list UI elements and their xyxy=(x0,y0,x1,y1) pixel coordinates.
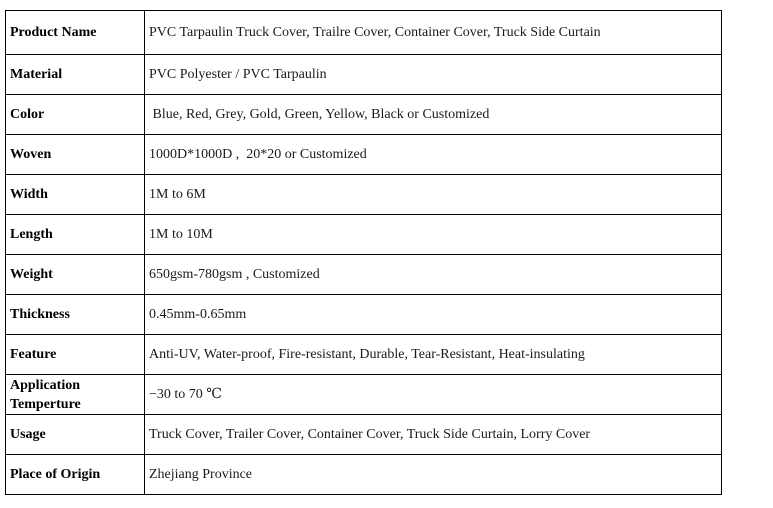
row-value-material: PVC Polyester / PVC Tarpaulin xyxy=(145,55,722,95)
row-label-length: Length xyxy=(6,215,145,255)
row-label-thickness: Thickness xyxy=(6,295,145,335)
row-value-thickness: 0.45mm-0.65mm xyxy=(145,295,722,335)
row-label-weight: Weight xyxy=(6,255,145,295)
row-value-usage: Truck Cover, Trailer Cover, Container Cover, Truck Side Curtain, Lorry Cover xyxy=(145,415,722,455)
table-row xyxy=(6,11,722,55)
table-row xyxy=(6,215,722,255)
table-row xyxy=(6,95,722,135)
row-value-weight: 650gsm-780gsm , Customized xyxy=(145,255,722,295)
table-row xyxy=(6,455,722,495)
row-label-product-name: Product Name xyxy=(6,11,145,55)
row-label-line-1: Application xyxy=(10,377,81,393)
row-label-material: Material xyxy=(6,55,145,95)
table-row xyxy=(6,55,722,95)
row-label-color: Color xyxy=(6,95,145,135)
row-label-feature: Feature xyxy=(6,335,145,375)
table-row xyxy=(6,135,722,175)
row-label-usage: Usage xyxy=(6,415,145,455)
row-value-woven: 1000D*1000D , 20*20 or Customized xyxy=(145,135,722,175)
table-row xyxy=(6,335,722,375)
row-label-line-2: Temperture xyxy=(10,396,81,412)
row-value-product-name: PVC Tarpaulin Truck Cover, Trailre Cover, Container Cover, Truck Side Curtain xyxy=(145,11,722,55)
row-label-application-temperture xyxy=(6,375,145,415)
row-value-feature: Anti-UV, Water-proof, Fire-resistant, Durable, Tear-Resistant, Heat-insulating xyxy=(145,335,722,375)
product-spec-table xyxy=(5,10,722,495)
row-label-width: Width xyxy=(6,175,145,215)
row-label-woven: Woven xyxy=(6,135,145,175)
row-value-application-temperture: −30 to 70 ℃ xyxy=(145,375,722,415)
table-row xyxy=(6,375,722,415)
row-value-width: 1M to 6M xyxy=(145,175,722,215)
table-row xyxy=(6,415,722,455)
row-value-color: Blue, Red, Grey, Gold, Green, Yellow, Black or Customized xyxy=(145,95,722,135)
row-value-length: 1M to 10M xyxy=(145,215,722,255)
row-value-place-of-origin: Zhejiang Province xyxy=(145,455,722,495)
row-label-place-of-origin: Place of Origin xyxy=(6,455,145,495)
table-row xyxy=(6,255,722,295)
table-row xyxy=(6,295,722,335)
table-row xyxy=(6,175,722,215)
